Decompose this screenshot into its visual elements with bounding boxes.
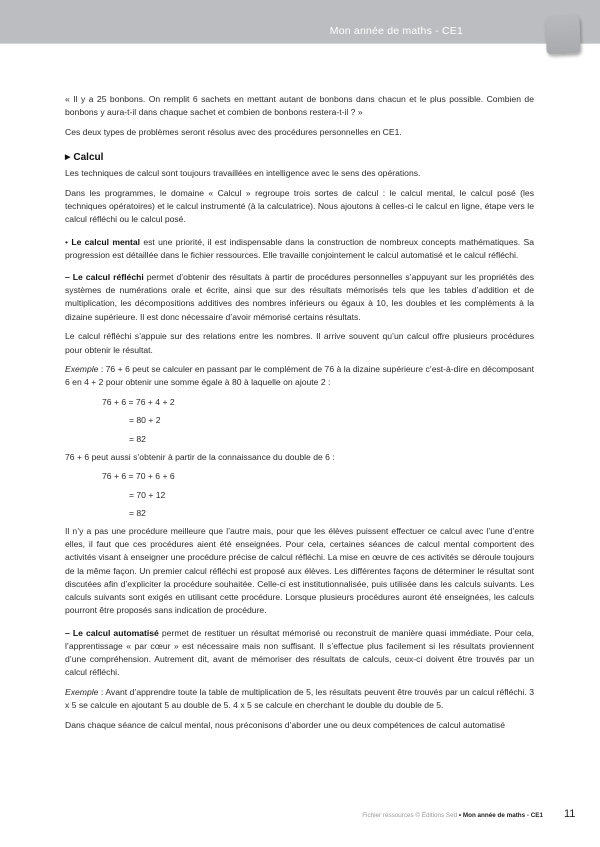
calcul-reflechi-text: permet d’obtenir des résultats à partir de procédures personnelles s’appuyant sur les propriétés des systèmes de numérations orale et écrite, ainsi que sur des résultats mémorisés tels que les tables d’addition et de multiplication, les décompositions additives des nombres inférieurs ou égaux à 10, les doubles et les compléments à la dizaine supérieure. Il est donc nécessaire d’avoir mémorisé certains résultats. [65,272,534,322]
paragraph-relations: Le calcul réfléchi s’appuie sur des relations entre les nombres. Il arrive souvent qu’un calcul offre plusieurs procédures pour obtenir le résultat. [65,331,534,355]
equation-line: = 82 [129,433,146,444]
term-calcul-automatise: – Le calcul automatisé [65,627,159,638]
section-title: Calcul [73,152,104,164]
example-label: Exemple [65,364,99,375]
header-tab-decoration [545,15,580,54]
example-1-text: : 76 + 6 peut se calculer en passant par le complément de 76 à la dizaine supérieure c’est-à-dire en décomposant 6 en 4 + 2 pour obtenir une somme égale à 80 à laquelle on ajoute 2 : [65,364,534,388]
paragraph-calcul-automatise [65,627,534,680]
equation-line: = 82 [129,507,146,518]
page-number: 11 [564,808,576,820]
triangle-right-icon: ▶ [65,154,71,162]
paragraph-calcul-reflechi [65,271,534,324]
footer-separator: • [457,812,463,819]
header-band [0,0,600,44]
term-calcul-mental: Le calcul mental [71,236,141,247]
footer-book-title: Mon année de maths - CE1 [462,812,543,819]
footer-credit [362,812,543,819]
example-1 [65,363,534,389]
equation-line: = 80 + 2 [129,415,161,426]
equation-line: 76 + 6 = 70 + 6 + 6 [102,471,175,482]
example-3-text: : Avant d’apprendre toute la table de multiplication de 5, les résultats peuvent être trouvés par un calcul réfléchi. 3 x 5 se calcule en ajoutant 5 au double de 5. 4 x 5 se calcule en cherchant le double du double de 5. [65,686,534,711]
section-heading-calcul [65,151,534,164]
paragraph-programmes: Dans les programmes, le domaine « Calcul » regroupe trois sortes de calcul : le calcul mental, le calcul posé (les techniques opératoires) et le calcul instrumenté (à la calculatrice). Nous ajoutons à celles-ci le calcul en ligne, étape vers le calcul réfléchi ou le calcul posé. [65,188,534,225]
paragraph-techniques: Les techniques de calcul sont toujours travaillées en intelligence avec le sens des opérations. [65,168,421,179]
paragraph-calcul-mental [65,236,534,262]
term-calcul-reflechi: – Le calcul réfléchi [65,272,144,283]
equation-line: = 70 + 12 [129,489,166,500]
bullet: • [65,236,69,247]
example-3 [65,686,534,712]
page-content [65,93,534,738]
equation-line: 76 + 6 = 76 + 4 + 2 [102,397,175,408]
calcul-automatise-text: permet de restituer un résultat mémorisé ou reconstruit de manière quasi immédiate. Pour cela, l’apprentissage « par cœur » est nécessaire mais non suffisant. Il s’effectue plus facilement si les résultats proviennent d’une compréhension. Autrement dit, avant de mémoriser des résultats de calculs, ceux-ci doivent être trouvés par un calcul réfléchi. [65,627,535,678]
paragraph-double: 76 + 6 peut aussi s’obtenir à partir de la connaissance du double de 6 : [65,451,335,462]
calcul-mental-text: est une priorité, il est indispensable dans la construction de nombreux concepts mathématiques. Sa progression est détaillée dans le fichier ressources. Elle travaille conjointement le calcul automatisé et le calcul réfléchi. [65,236,535,260]
example-label: Exemple [65,686,99,697]
paragraph-procedures: Il n’y a pas une procédure meilleure que l’autre mais, pour que les élèves puissent effectuer ce calcul avec l’une d’entre elles, il faut que ces procédures aient été enseignées. Pour cela, certaines séances de calcul mental comportent des activités visant à enseigner une procédure précise de calcul réfléchi. La mise en œuvre de ces activités se déroule toujours de la même façon. Un premier calcul réfléchi est proposé aux élèves. Les différentes façons de déterminer le résultat sont discutées afin d’expliciter la procédure souhaitée. Celle-ci est institutionnalisée, puis utilisée dans les calculs suivants. Les calculs suivants sont exigés en utilisant cette procédure. Lorsque plusieurs procédures auront été enseignées, les calculs pourront être proposés sans indication de procédure. [65,526,534,616]
footer-source: Fichier ressources © Éditions Sed [362,812,458,819]
header-title: Mon année de maths - CE1 [329,25,463,37]
intro-note: Ces deux types de problèmes seront résolus avec des procédures personnelles en CE1. [65,126,402,137]
paragraph-seance: Dans chaque séance de calcul mental, nous préconisons d’aborder une ou deux compétences de calcul automatisé [65,719,505,730]
intro-quote: « Il y a 25 bonbons. On remplit 6 sachets en mettant autant de bonbons dans chacun et le plus possible. Combien de bonbons y aura-t-il dans chaque sachet et combien de bonbons restera-t-il ? » [65,94,534,118]
